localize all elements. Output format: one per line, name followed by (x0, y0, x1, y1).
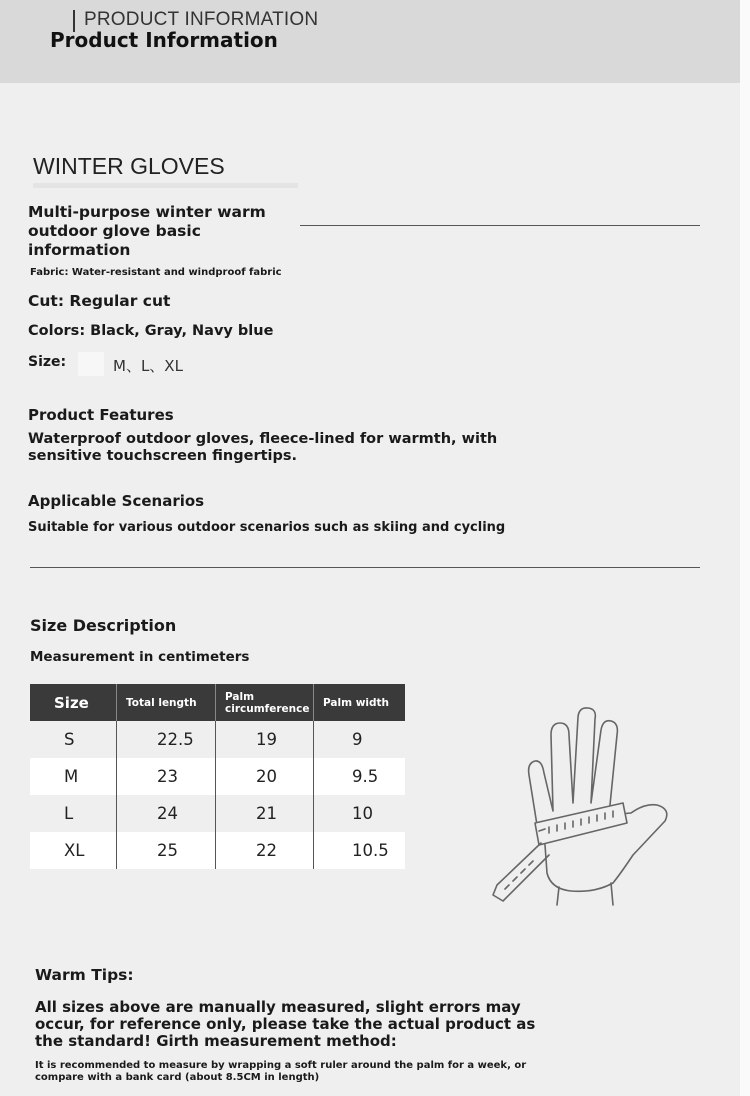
tips-title: Warm Tips: (35, 966, 134, 984)
basic-info-heading: Multi-purpose winter warm outdoor glove basic information (28, 203, 266, 259)
table-row (30, 795, 405, 832)
size-swatch (78, 352, 104, 376)
product-name: WINTER GLOVES (33, 153, 225, 179)
size-description-title: Size Description (30, 616, 177, 635)
table-cell: 9.5 (314, 758, 406, 795)
header-title-en: PRODUCT INFORMATION (84, 9, 319, 30)
fabric-text: Fabric: Water-resistant and windproof fabric (30, 267, 282, 278)
header-title: Product Information (50, 28, 278, 52)
table-header-cell: Palm width (314, 684, 406, 721)
title-underline (33, 183, 298, 188)
table-header-row (30, 684, 405, 721)
divider-line (30, 567, 700, 568)
table-row (30, 721, 405, 758)
tips-text: All sizes above are manually measured, slight errors may occur, for reference only, please take the actual product as the standard! Girth measurement method: (35, 998, 536, 1050)
scenarios-title: Applicable Scenarios (28, 492, 205, 510)
table-header-cell: Size (30, 684, 117, 721)
table-cell: 21 (216, 795, 314, 832)
table-cell: 19 (216, 721, 314, 758)
table-header-cell: Palm circumference (216, 684, 314, 721)
table-cell: 10 (314, 795, 406, 832)
table-cell: 23 (117, 758, 216, 795)
table-row (30, 758, 405, 795)
features-title: Product Features (28, 406, 174, 424)
table-cell: S (30, 721, 117, 758)
table-cell: M (30, 758, 117, 795)
tips-small-text: It is recommended to measure by wrapping a soft ruler around the palm for a week, or compare with a bank card (about 8.5CM in length) (35, 1060, 527, 1083)
divider-line (300, 225, 700, 226)
table-cell: 22.5 (117, 721, 216, 758)
size-table (30, 684, 405, 869)
cut-text: Cut: Regular cut (28, 292, 171, 310)
table-cell: 22 (216, 832, 314, 869)
colors-text: Colors: Black, Gray, Navy blue (28, 323, 274, 339)
table-header-cell: Total length (117, 684, 216, 721)
hand-measurement-icon (485, 705, 685, 910)
right-edge (740, 0, 750, 1096)
header-banner (0, 0, 740, 83)
table-cell: 20 (216, 758, 314, 795)
table-cell: 24 (117, 795, 216, 832)
features-text: Waterproof outdoor gloves, fleece-lined for warmth, with sensitive touchscreen fingertips. (28, 431, 498, 464)
table-cell: 9 (314, 721, 406, 758)
size-label: Size: (28, 354, 67, 370)
scenarios-text: Suitable for various outdoor scenarios such as skiing and cycling (28, 520, 506, 535)
size-description-subtitle: Measurement in centimeters (30, 649, 250, 665)
table-row (30, 832, 405, 869)
table-cell: 10.5 (314, 832, 406, 869)
table-cell: L (30, 795, 117, 832)
size-values: M、L、XL (113, 357, 183, 375)
table-cell: XL (30, 832, 117, 869)
table-cell: 25 (117, 832, 216, 869)
